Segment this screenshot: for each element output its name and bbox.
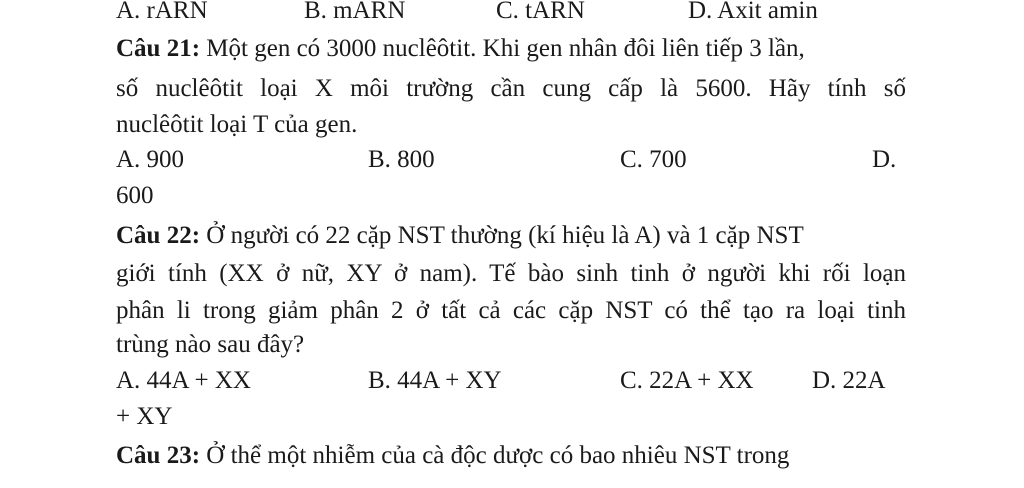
prev-option-a: A. rARN — [116, 0, 208, 24]
prev-option-b: B. mARN — [304, 0, 406, 24]
q21-option-d-cont: 600 — [116, 182, 154, 209]
q21-line-1 — [116, 34, 805, 64]
q23-text-1: Ở thể một nhiễm của cà độc dược có bao nhiêu NST trong — [200, 442, 790, 469]
q22-line-3: phân li trong giảm phân 2 ở tất cả các cặp NST có thể tạo ra loại tinh — [116, 297, 906, 324]
q21-line-2: số nuclêôtit loại X môi trường cần cung cấp là 5600. Hãy tính số — [116, 75, 906, 102]
q21-option-a: A. 900 — [116, 146, 185, 173]
q22-text-1: Ở người có 22 cặp NST thường (kí hiệu là A) và 1 cặp NST — [200, 222, 804, 249]
prev-option-c: C. tARN — [496, 0, 585, 24]
q21-option-b: B. 800 — [368, 146, 435, 173]
q22-option-c: C. 22A + XX — [620, 367, 754, 394]
q23-line-1 — [116, 441, 789, 471]
q21-option-d: D. — [872, 146, 897, 173]
q23-label: Câu 23: — [116, 442, 201, 469]
q22-line-2: giới tính (XX ở nữ, XY ở nam). Tế bào sinh tinh ở người khi rối loạn — [116, 260, 906, 287]
q22-option-d: D. 22A — [812, 367, 886, 394]
prev-option-d: D. Axit amin — [688, 0, 818, 24]
q22-option-b: B. 44A + XY — [368, 367, 502, 394]
q21-text-1: Một gen có 3000 nuclêôtit. Khi gen nhân đôi liên tiếp 3 lần, — [200, 35, 805, 62]
q22-line-1 — [116, 221, 804, 251]
q22-line-4: trùng nào sau đây? — [116, 331, 305, 358]
q22-label: Câu 22: — [116, 222, 201, 249]
q21-option-c: C. 700 — [620, 146, 687, 173]
q21-label: Câu 21: — [116, 35, 201, 62]
q22-option-d-cont: + XY — [116, 403, 173, 430]
q21-line-3: nuclêôtit loại T của gen. — [116, 111, 358, 138]
q22-option-a: A. 44A + XX — [116, 367, 251, 394]
